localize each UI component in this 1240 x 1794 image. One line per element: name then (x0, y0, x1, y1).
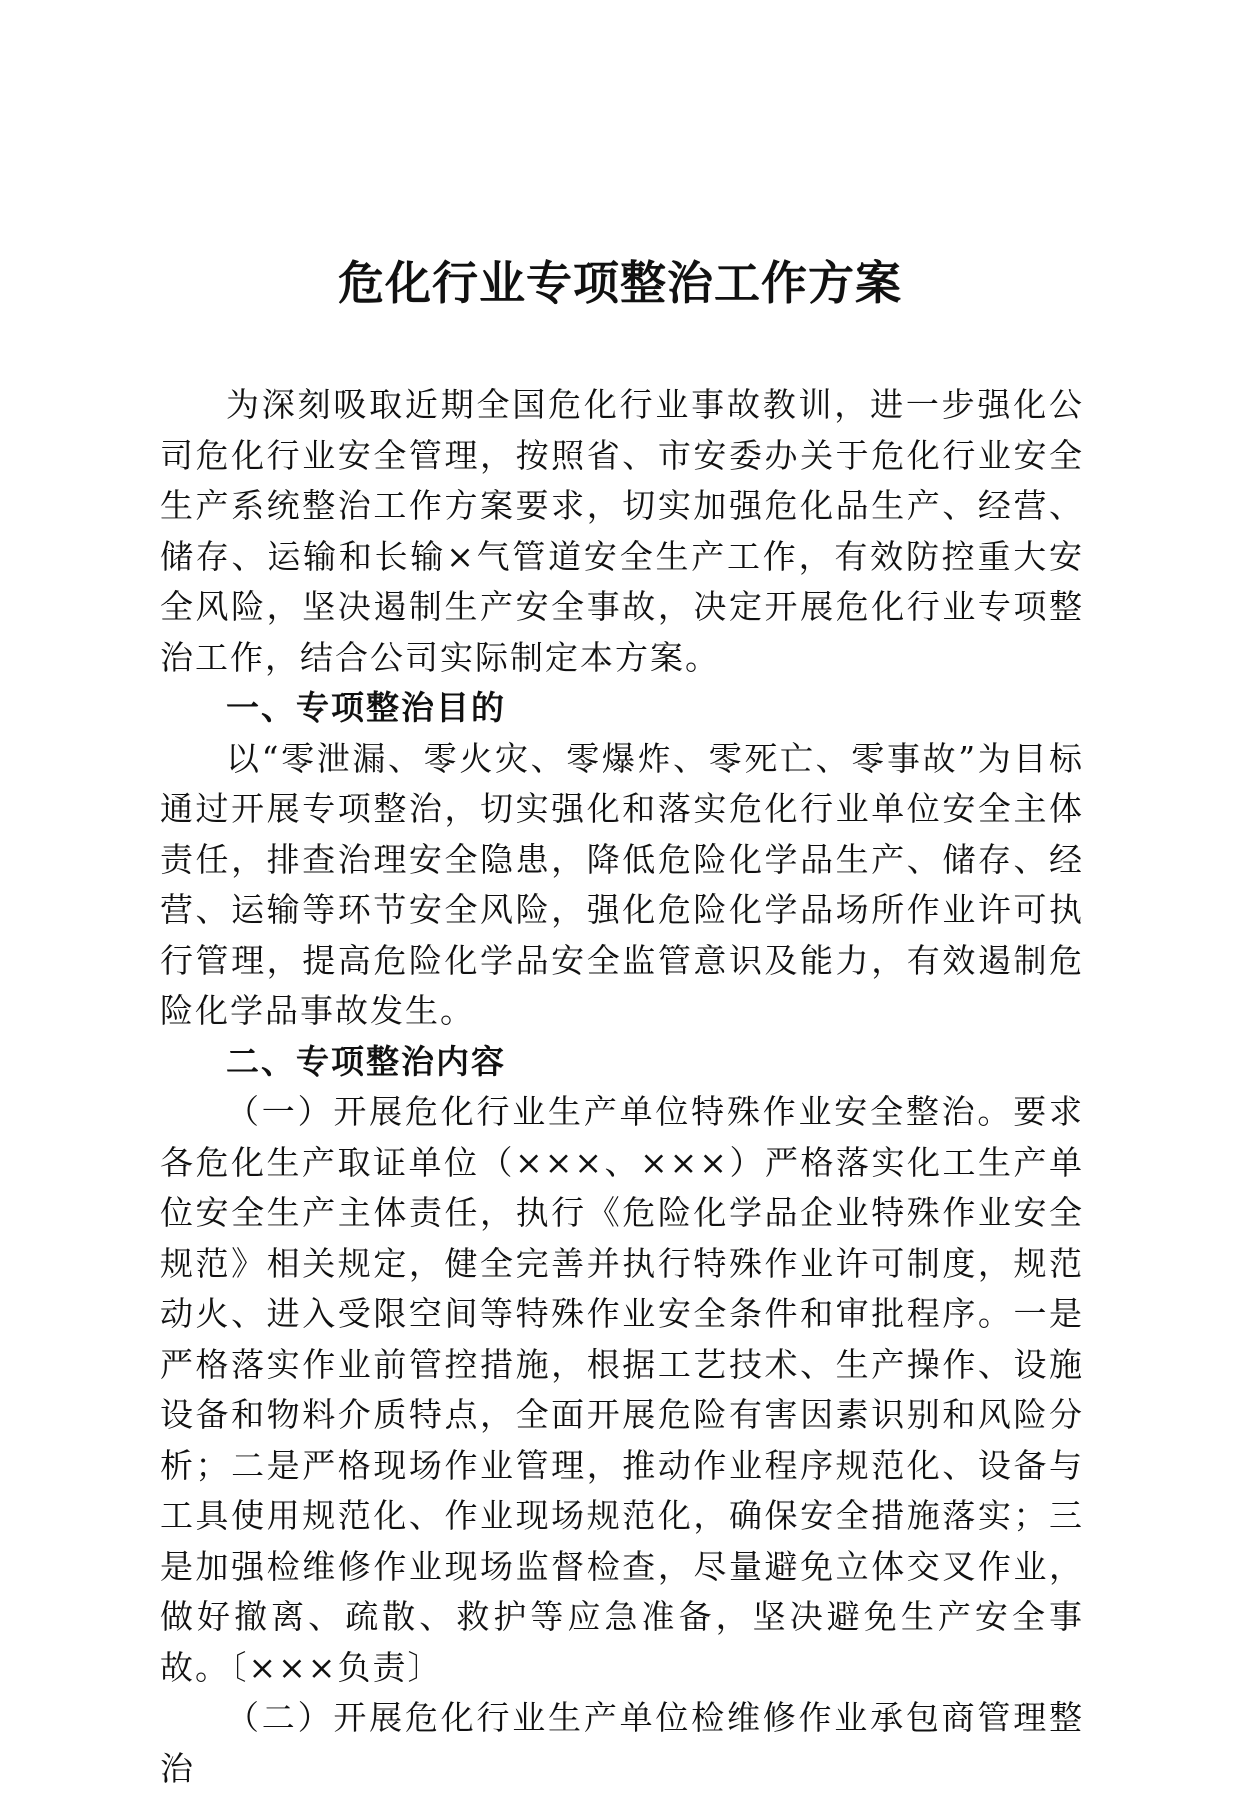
purpose-paragraph: 以“零泄漏、零火灾、零爆炸、零死亡、零事故”为目标通过开展专项整治，切实强化和落实危化行业单位安全主体责任，排查治理安全隐患，降低危险化学品生产、储存、经营、运输等环节安全风险，强化危险化学品场所作业许可执行管理，提高危险化学品安全监管意识及能力，有效遏制危险化学品事故发生。 (160, 738, 1084, 1030)
section-heading-purpose: 一、专项整治目的 (226, 688, 506, 727)
document-body (160, 380, 1084, 1794)
content-item-1-paragraph: （一）开展危化行业生产单位特殊作业安全整治。要求各危化生产取证单位（×××、×××）严格落实化工生产单位安全生产主体责任，执行《危险化学品企业特殊作业安全规范》相关规定，健全完善并执行特殊作业许可制度，规范动火、进入受限空间等特殊作业安全条件和审批程序。一是严格落实作业前管控措施，根据工艺技术、生产操作、设施设备和物料介质特点，全面开展危险有害因素识别和风险分析；二是严格现场作业管理，推动作业程序规范化、设备与工具使用规范化、作业现场规范化，确保安全措施落实；三是加强检维修作业现场监督检查，尽量避免立体交叉作业，做好撤离、疏散、救护等应急准备，坚决避免生产安全事故。〔×××负责〕 (160, 1092, 1084, 1687)
document-title: 危化行业专项整治工作方案 (338, 256, 902, 310)
section-heading-content: 二、专项整治内容 (226, 1041, 506, 1081)
intro-paragraph: 为深刻吸取近期全国危化行业事故教训，进一步强化公司危化行业安全管理，按照省、市安委办关于危化行业安全生产系统整治工作方案要求，切实加强危化品生产、经营、储存、运输和长输×气管道安全生产工作，有效防控重大安全风险，坚决遏制生产安全事故，决定开展危化行业专项整治工作，结合公司实际制定本方案。 (160, 385, 1084, 677)
content-item-2-paragraph: （二）开展危化行业生产单位检维修作业承包商管理整治 (160, 1698, 1084, 1788)
